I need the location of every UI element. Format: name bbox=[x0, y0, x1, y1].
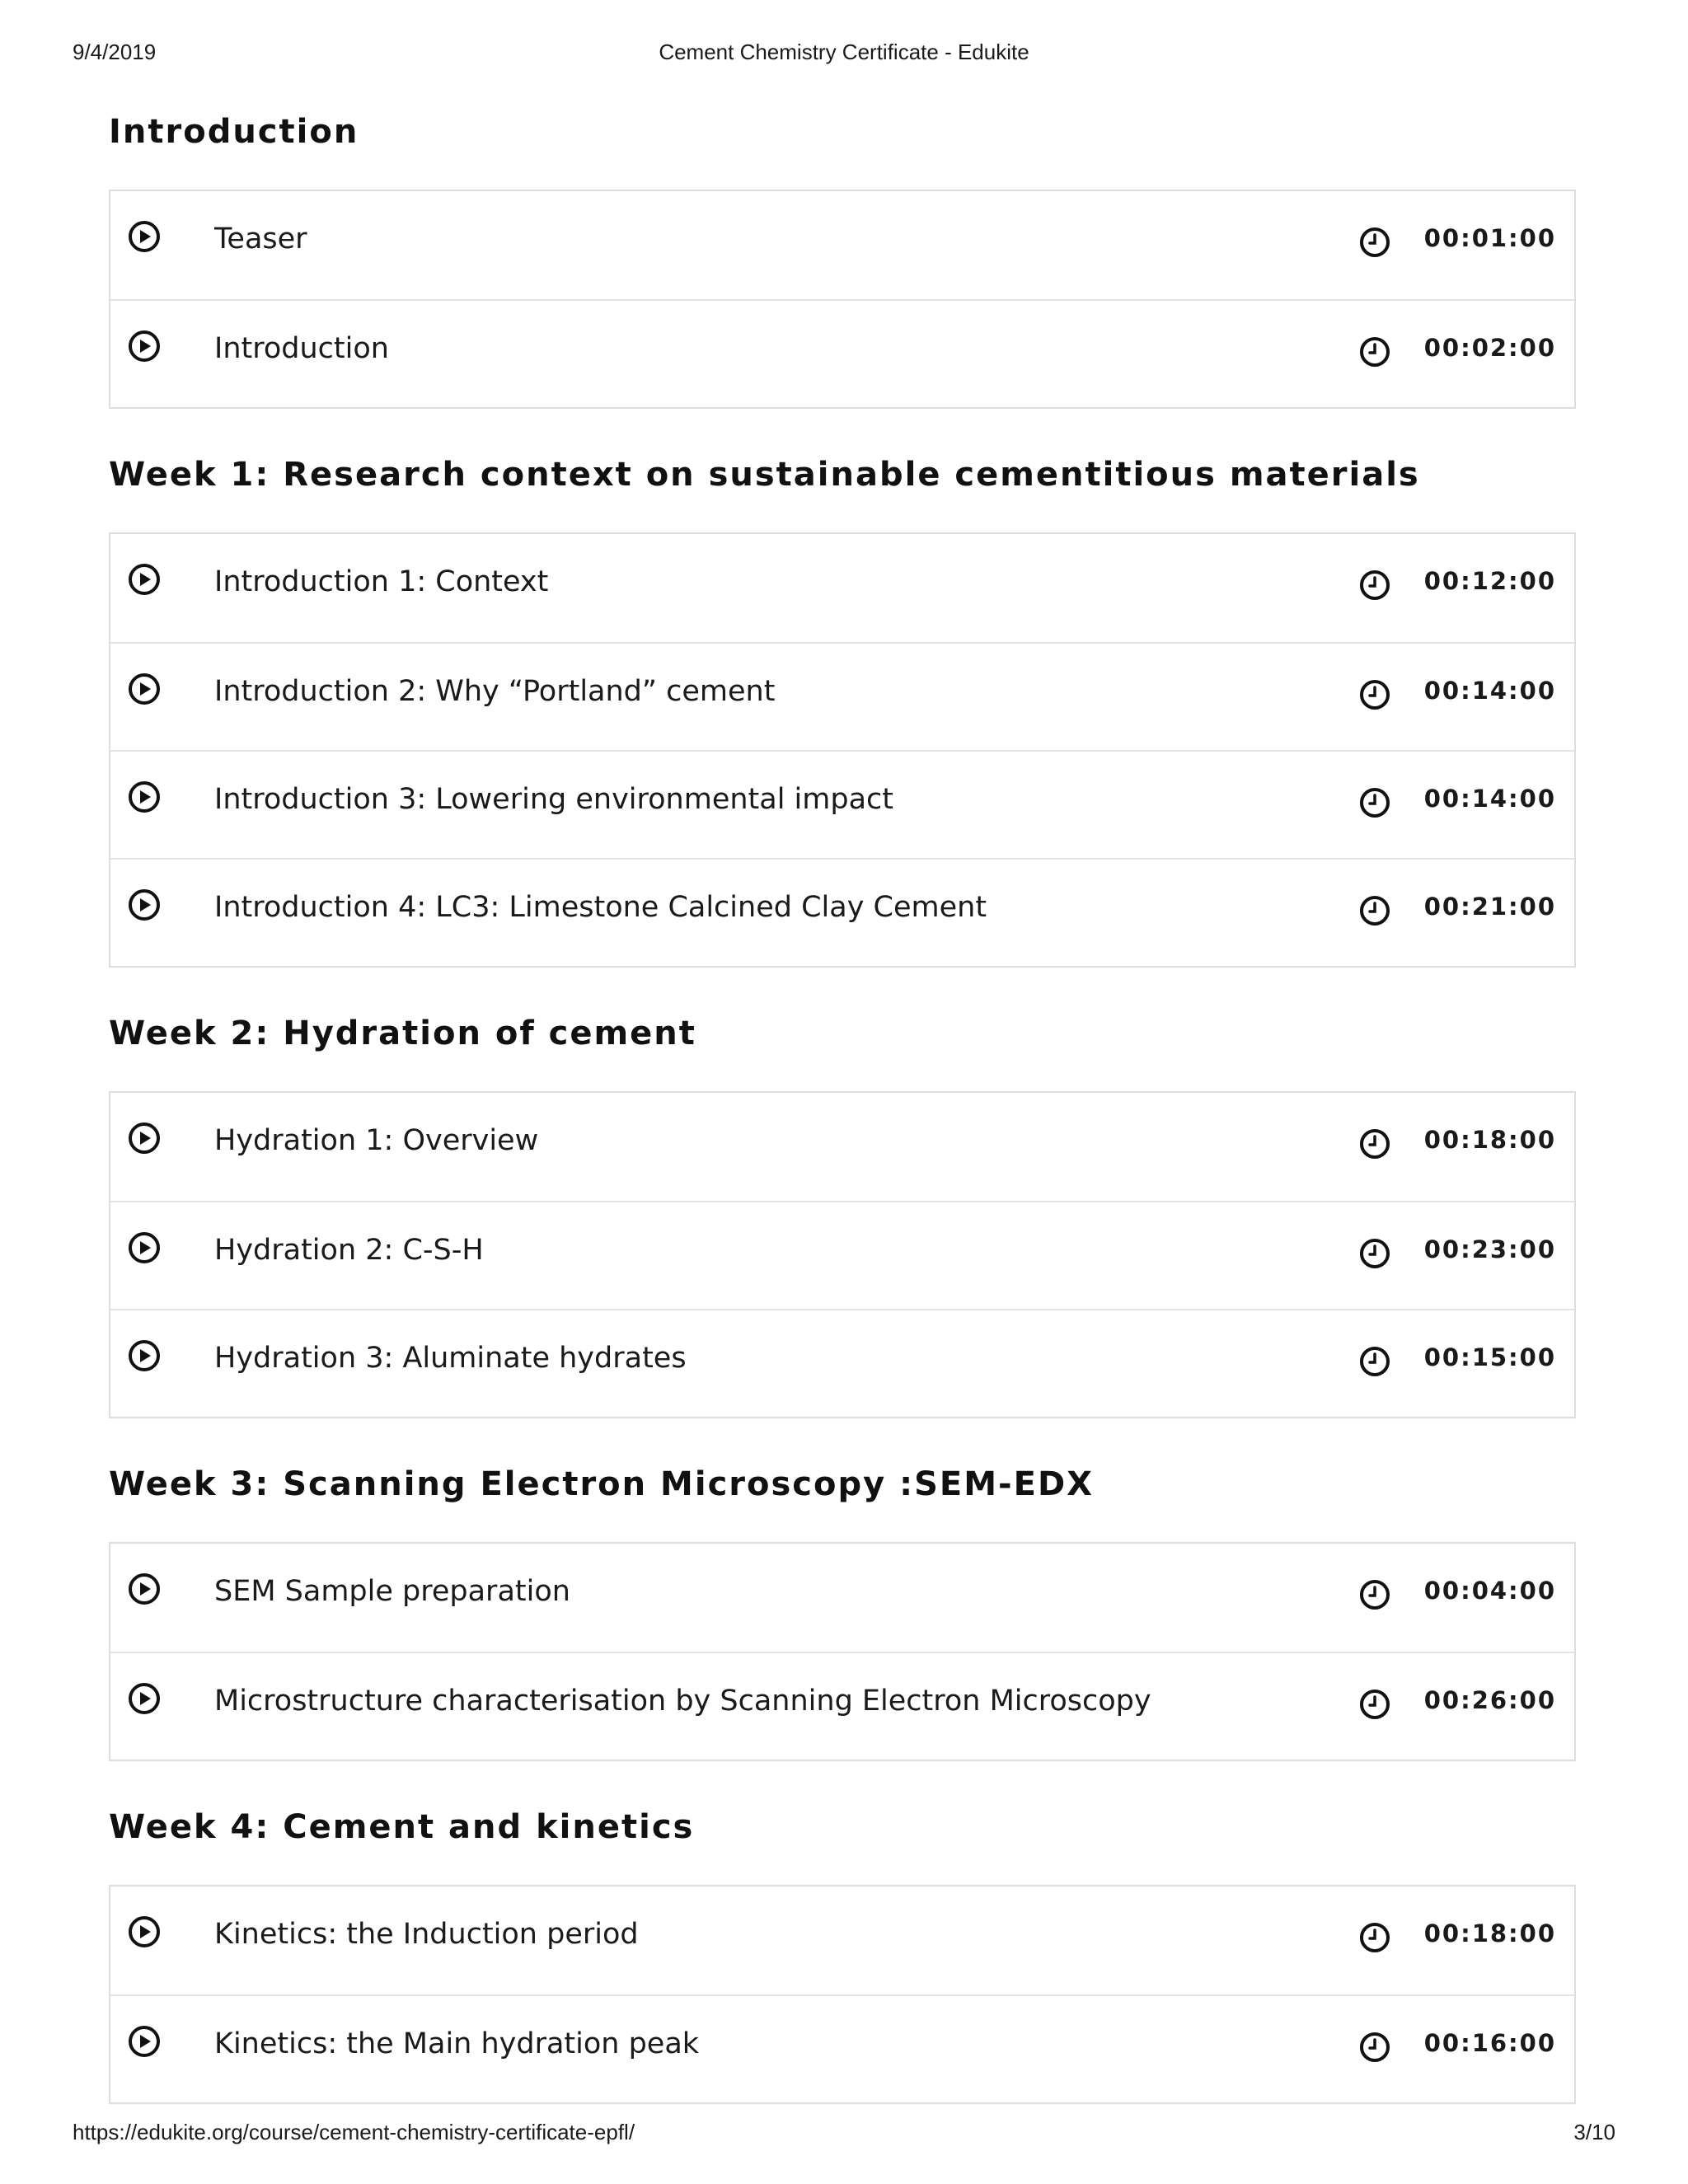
lesson-duration: 00:12:00 bbox=[1423, 567, 1556, 595]
page-number: 3/10 bbox=[1573, 2120, 1615, 2144]
lesson-duration: 00:01:00 bbox=[1423, 224, 1556, 252]
lesson-item[interactable] bbox=[110, 1652, 1574, 1760]
lesson-title[interactable]: Kinetics: the Main hydration peak bbox=[214, 2027, 700, 2060]
curriculum-section bbox=[109, 1009, 1576, 1418]
lesson-list bbox=[109, 532, 1576, 968]
print-date: 9/4/2019 bbox=[73, 40, 157, 64]
clock-icon bbox=[1358, 1345, 1391, 1378]
lesson-title[interactable]: Introduction 4: LC3: Limestone Calcined Clay Cement bbox=[214, 891, 987, 924]
lesson-duration: 00:04:00 bbox=[1423, 1577, 1556, 1605]
clock-icon bbox=[1358, 1688, 1391, 1721]
lesson-item[interactable] bbox=[110, 299, 1574, 407]
lesson-title[interactable]: SEM Sample preparation bbox=[214, 1575, 570, 1608]
lesson-duration: 00:23:00 bbox=[1423, 1235, 1556, 1263]
lesson-list bbox=[109, 1885, 1576, 2104]
lesson-item[interactable] bbox=[110, 534, 1574, 642]
section-title: Week 1: Research context on sustainable cementitious materials bbox=[109, 456, 1420, 494]
lesson-item[interactable] bbox=[110, 750, 1574, 858]
clock-icon bbox=[1358, 894, 1391, 927]
clock-icon bbox=[1358, 1127, 1391, 1160]
lesson-duration: 00:21:00 bbox=[1423, 893, 1556, 921]
lesson-duration: 00:15:00 bbox=[1423, 1343, 1556, 1371]
lesson-list bbox=[109, 190, 1576, 409]
clock-icon bbox=[1358, 1578, 1391, 1611]
play-circle-icon[interactable] bbox=[127, 780, 162, 814]
lesson-title[interactable]: Introduction 3: Lowering environmental impact bbox=[214, 783, 894, 816]
clock-icon bbox=[1358, 226, 1391, 259]
play-circle-icon[interactable] bbox=[127, 888, 162, 922]
lesson-title[interactable]: Teaser bbox=[214, 223, 307, 255]
lesson-item[interactable] bbox=[110, 1886, 1574, 1994]
course-curriculum bbox=[109, 107, 1576, 2145]
lesson-item[interactable] bbox=[110, 1309, 1574, 1417]
play-circle-icon[interactable] bbox=[127, 1572, 162, 1606]
play-circle-icon[interactable] bbox=[127, 1915, 162, 1949]
lesson-duration: 00:18:00 bbox=[1423, 1126, 1556, 1154]
clock-icon bbox=[1358, 335, 1391, 368]
play-circle-icon[interactable] bbox=[127, 219, 162, 254]
lesson-duration: 00:02:00 bbox=[1423, 334, 1556, 362]
lesson-item[interactable] bbox=[110, 1201, 1574, 1309]
lesson-title[interactable]: Kinetics: the Induction period bbox=[214, 1918, 639, 1951]
play-circle-icon[interactable] bbox=[127, 329, 162, 363]
section-title: Week 2: Hydration of cement bbox=[109, 1015, 696, 1052]
lesson-item[interactable] bbox=[110, 1544, 1574, 1652]
curriculum-section bbox=[109, 107, 1576, 409]
lesson-title[interactable]: Introduction 2: Why “Portland” cement bbox=[214, 675, 776, 708]
clock-icon bbox=[1358, 786, 1391, 819]
print-header bbox=[0, 40, 1688, 73]
lesson-item[interactable] bbox=[110, 1093, 1574, 1201]
lesson-title[interactable]: Hydration 2: C-S-H bbox=[214, 1234, 484, 1267]
lesson-item[interactable] bbox=[110, 191, 1574, 299]
lesson-item[interactable] bbox=[110, 642, 1574, 750]
play-circle-icon[interactable] bbox=[127, 2024, 162, 2059]
lesson-duration: 00:18:00 bbox=[1423, 1919, 1556, 1947]
curriculum-section bbox=[109, 450, 1576, 968]
lesson-duration: 00:14:00 bbox=[1423, 785, 1556, 813]
play-circle-icon[interactable] bbox=[127, 1338, 162, 1373]
play-circle-icon[interactable] bbox=[127, 562, 162, 597]
lesson-title[interactable]: Hydration 3: Aluminate hydrates bbox=[214, 1342, 687, 1375]
section-title: Week 3: Scanning Electron Microscopy :SEM-EDX bbox=[109, 1465, 1095, 1503]
section-title: Week 4: Cement and kinetics bbox=[109, 1808, 695, 1846]
play-circle-icon[interactable] bbox=[127, 672, 162, 706]
play-circle-icon[interactable] bbox=[127, 1121, 162, 1155]
lesson-item[interactable] bbox=[110, 858, 1574, 966]
print-url: https://edukite.org/course/cement-chemistry-certificate-epfl/ bbox=[73, 2120, 635, 2144]
lesson-title[interactable]: Introduction 1: Context bbox=[214, 565, 549, 598]
lesson-title[interactable]: Introduction bbox=[214, 332, 389, 365]
lesson-list bbox=[109, 1542, 1576, 1761]
print-page-title: Cement Chemistry Certificate - Edukite bbox=[659, 40, 1029, 64]
clock-icon bbox=[1358, 1921, 1391, 1954]
clock-icon bbox=[1358, 1237, 1391, 1270]
lesson-list bbox=[109, 1091, 1576, 1418]
clock-icon bbox=[1358, 2031, 1391, 2064]
clock-icon bbox=[1358, 678, 1391, 711]
curriculum-section bbox=[109, 1460, 1576, 1761]
section-title: Introduction bbox=[109, 113, 359, 151]
lesson-duration: 00:14:00 bbox=[1423, 677, 1556, 705]
print-footer bbox=[0, 2120, 1688, 2153]
play-circle-icon[interactable] bbox=[127, 1230, 162, 1265]
curriculum-section bbox=[109, 1802, 1576, 2104]
lesson-duration: 00:26:00 bbox=[1423, 1686, 1556, 1714]
lesson-title[interactable]: Hydration 1: Overview bbox=[214, 1124, 539, 1157]
lesson-item[interactable] bbox=[110, 1994, 1574, 2102]
lesson-duration: 00:16:00 bbox=[1423, 2029, 1556, 2057]
clock-icon bbox=[1358, 569, 1391, 602]
play-circle-icon[interactable] bbox=[127, 1681, 162, 1716]
lesson-title[interactable]: Microstructure characterisation by Scanning Electron Microscopy bbox=[214, 1685, 1151, 1718]
